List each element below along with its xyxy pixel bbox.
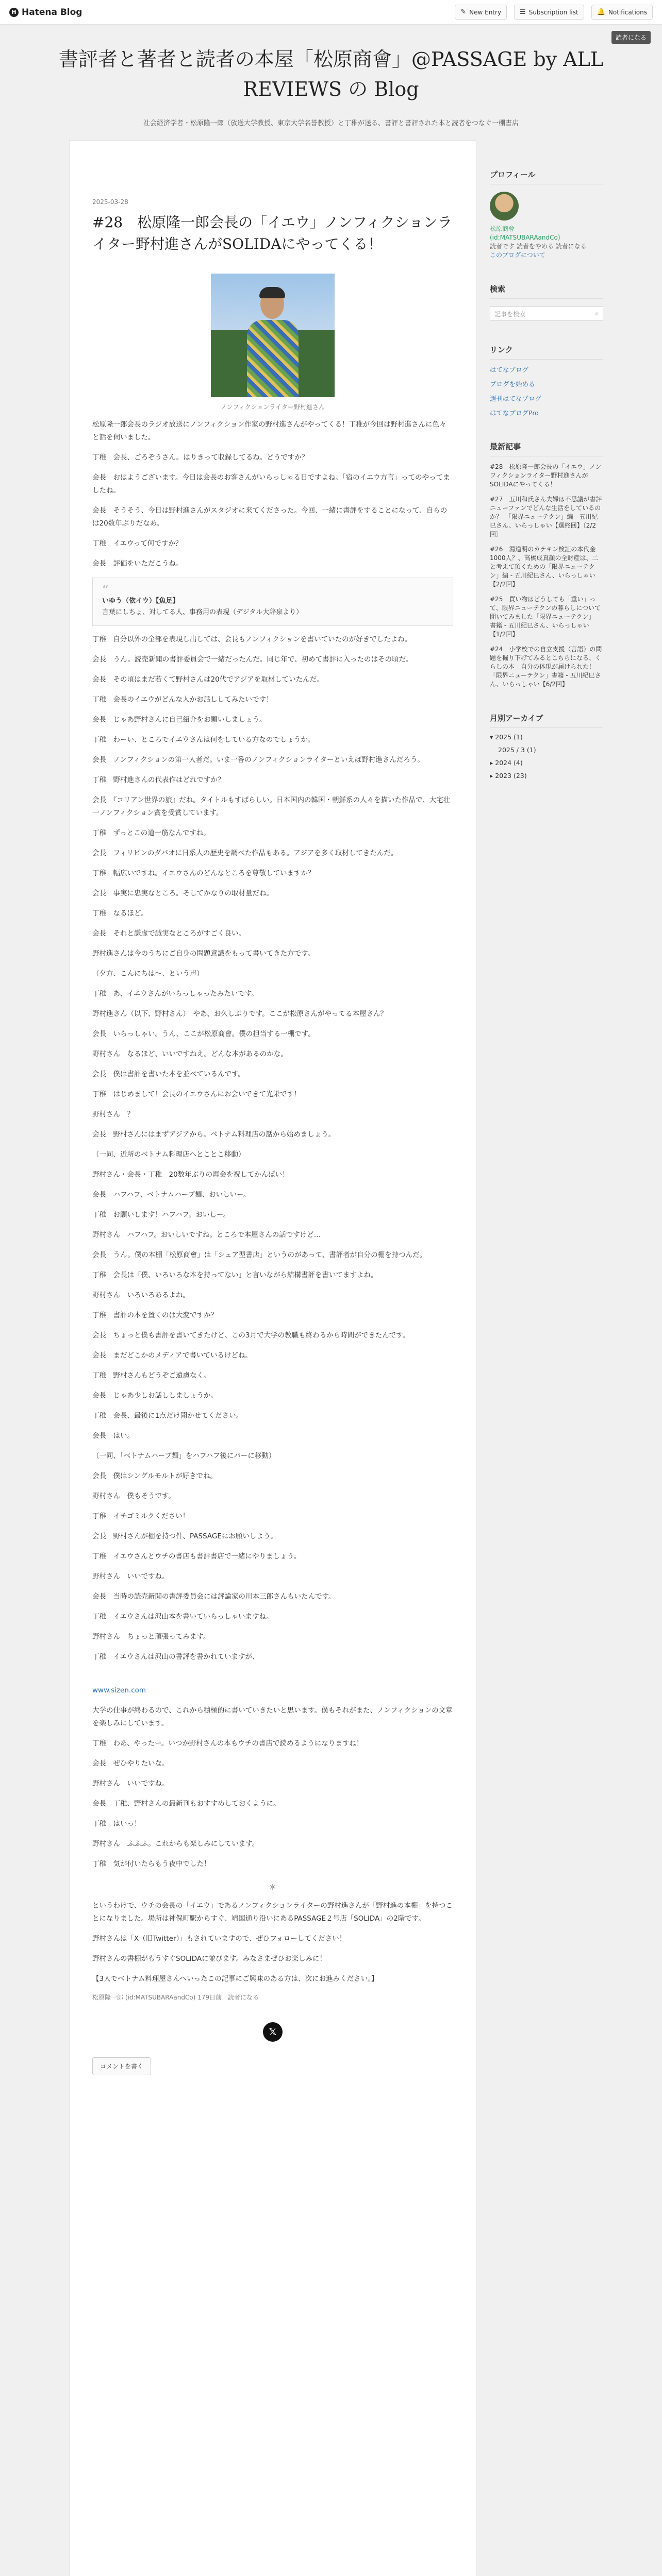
article-paragraph: 会長 丁稚、野村さんの最新刊もおすすめしておくように。 [92,1800,280,1808]
article-paragraph: 野村さん いいですね。 [92,1780,169,1788]
article-body-main [92,633,453,980]
about-link[interactable]: このブログについて [490,251,545,259]
article-date[interactable]: 2025-03-28 [92,198,128,206]
topbar-actions [455,5,653,20]
article-paragraph: （夕方、こんにちは～、という声） [92,970,204,978]
article-paragraph: 会長 ノンフィクションの第一人者だ。いま一番のノンフィクションライターといえば野村進さんだろう。 [92,756,424,764]
article-paragraph: 丁稚 野村進さんの代表作はどれですか？ [92,776,225,784]
links-heading: リンク [490,344,603,360]
blog-description: 社会経済学者・松原隆一郎（放送大学教授、東京大学名誉教授）と丁稚が送る、書評と書評された本と読者をつなぐ一棚書店 [143,120,519,127]
list-icon: ☰ [520,8,526,16]
dialog-paragraph: 会長 ハフハフ、ベトナムハーブ麺、おいしいー。 [92,1191,251,1199]
dialog-paragraph: 会長 はい。 [92,1432,134,1440]
notifications-button[interactable] [591,5,653,20]
article-paragraph: 会長 評価をいただこうね。 [92,560,183,568]
profile-module [490,192,603,260]
notifications-label: Notifications [608,8,647,16]
archive-list [490,733,603,779]
hatena-mark-icon: H [9,8,19,17]
article-paragraph: 会長 事実に忠実なところ。そしてかなりの取材量だね。 [92,889,273,897]
dialog-paragraph: 丁稚 会長、最後に1点だけ聞かせてください。 [92,1412,243,1420]
search-heading: 検索 [490,283,603,299]
search-input[interactable] [490,306,603,320]
archive-item[interactable]: ▸ 2024 (4) [490,759,523,767]
section-separator: ＊ [269,1884,276,1892]
recent-heading: 最新記事 [490,441,603,456]
profile-reader-status[interactable]: 読者です 読者をやめる 読者になる [490,243,587,250]
blog-title[interactable]: 書評者と著者と読者の本屋「松原商會」@PASSAGE by ALL REVIEWS の Blog [58,48,604,100]
article-paragraph: 丁稚 わあ、やったー。いつか野村さんの本もウチの書店で読めるようになりますね！ [92,1739,363,1748]
article-main [69,140,476,2576]
dialog-paragraph: 丁稚 はじめまして！会長のイエウさんにお会いできて光栄です！ [92,1090,301,1098]
archive-heading: 月別アーカイブ [490,713,603,728]
dialog-paragraph: 丁稚 あ、イエウさんがいらっしゃったみたいです。 [92,990,258,998]
article-body-after [92,1900,453,1986]
write-comment-button[interactable]: コメントを書く [92,2057,151,2075]
definition-quote [92,578,453,626]
dialog-paragraph: 会長 当時の読売新聞の書評委員会には評論家の川本三郎さんもいたんです。 [92,1592,336,1601]
dialog-paragraph: 会長 野村さんが棚を持つ件、PASSAGEにお願いしよう。 [92,1532,277,1540]
sidebar-link[interactable]: はてなブログ [490,366,529,374]
dialog-paragraph: 野村さん 僕もそうです。 [92,1492,175,1500]
subscribe-reader-button[interactable]: 読者になる [611,31,651,44]
dialog-paragraph: 丁稚 書評の本を置くのは大変ですか？ [92,1311,218,1319]
article-title[interactable]: #28 松原隆一郎会長の「イエウ」ノンフィクションライター野村進さんがSOLIDAにやってくる！ [92,214,453,252]
article-paragraph: 丁稚 会長、ごろぞうさん。はりきって収録してるね。どうですか？ [92,453,309,462]
dialog-paragraph: 会長 僕はシングルモルトが好きでね。 [92,1472,217,1480]
external-link[interactable]: www.sizen.com [92,1686,146,1694]
article-paragraph: 会長 フィリピンのダバオに日系人の歴史を調べた作品もある。アジアを多く取材してきたんだ。 [92,849,398,857]
dialog-paragraph: 野村さん いろいろあるよね。 [92,1291,190,1299]
hatena-logo[interactable] [9,7,82,18]
dialog-paragraph: 会長 うん。僕の本棚「松原商會」は「シェア型書店」というのがあって、書評者が自分の棚を持つんだ。 [92,1251,427,1259]
recent-article-link[interactable]: #28 松原隆一郎会長の「イエウ」ノンフィクションライター野村進さんがSOLIDAにやってくる！ [490,463,602,488]
article-body-closing [92,1704,453,1871]
archive-item[interactable]: ▸ 2023 (23) [490,772,527,779]
sidebar-link[interactable]: ブログを始める [490,380,535,388]
links-list [490,365,603,417]
share-bar [92,2022,453,2042]
article-paragraph: というわけで、ウチの会長の「イエウ」であるノンフィクションライターの野村進さんが「野村進の本棚」を持つことになりました。場所は神保町駅からすぐ、靖国通り沿いにあるPASSAGE２号店「SOLIDA」の2階です。 [92,1902,453,1923]
search-icon[interactable]: ⌕ [595,310,599,317]
top-bar [0,0,662,25]
profile-heading: プロフィール [490,169,603,184]
sidebar-link[interactable]: はてなブログPro [490,409,539,417]
article-paragraph: 丁稚 幅広いですね。イエウさんのどんなところを尊敬していますか？ [92,869,315,877]
article-body-dialog [92,988,453,1664]
article-paragraph: 野村さん ふふふ。これからも楽しみにしています。 [92,1840,259,1848]
article-paragraph: 会長 じゃあ野村さんに自己紹介をお願いしましょう。 [92,716,267,724]
quote-body: 言葉にしちょ、対してる人、事務用の表現（デジタル大辞泉より） [102,608,303,616]
archive-item[interactable]: 2025 / 3 (1) [498,746,536,754]
article-paragraph: 会長 うん。読売新聞の書評委員会で一緒だったんだ。同じ年で、初めて書評に入ったのはその頃だ。 [92,655,413,664]
dialog-paragraph: 野村さん ？ [92,1110,134,1118]
archive-item[interactable]: ▾ 2025 (1) [490,733,523,741]
recent-article-link[interactable]: #27 五川和氏さん夫婦は不思議が書評ニューファンでどんな生活をしているのか？ 「限界ニューテクン」編 - 五川紀巳さん、いらっしゃい【選終回】〔2/2回〕 [490,496,602,538]
subscription-list-button[interactable] [514,5,584,20]
dialog-paragraph: 会長 ちょっと僕も書評を書いてきたけど、この3月で大学の教職も終わるから時間ができたんです。 [92,1331,410,1340]
dialog-paragraph: 会長 僕は書評を書いた本を並べているんです。 [92,1070,245,1078]
article-paragraph: 野村さんは「X（旧Twitter）」もされていますので、ぜひフォローしてください！ [92,1935,346,1943]
quote-icon: “ [102,583,109,598]
article-paragraph: 丁稚 会長のイエウがどんな人かお話ししてみたいです！ [92,696,273,704]
profile-id[interactable]: (id:MATSUBARAandCo) [490,234,560,241]
dialog-paragraph: 丁稚 お願いします！ハフハフ。おいしー。 [92,1211,230,1219]
profile-name[interactable]: 松原商會 [490,225,515,232]
article-paragraph: 会長 ぜひやりたいな。 [92,1759,169,1768]
photo-caption: ノンフィクションライター野村進さん [221,403,325,411]
dialog-paragraph: 会長 じゃあ少しお話ししましょうか。 [92,1392,218,1400]
dialog-paragraph: 丁稚 会長は「僕、いろいろな本を持ってない」と言いながら結構書評を書いてますよね。 [92,1271,378,1279]
dialog-paragraph: 丁稚 イエウさんは沢山本を書いていらっしゃいますね。 [92,1613,273,1621]
dialog-paragraph: （一同、「ベトナムハーブ麺」をハフハフ後にバーに移動） [92,1452,276,1460]
article-paragraph: 丁稚 気が付いたらもう夜中でした！ [92,1860,211,1868]
sidebar-link[interactable]: 週刊はてなブログ [490,395,542,402]
recent-article-link[interactable]: #25 買い物はどうしても「重い」って、限界ニューテクンの暮らしについて聞いてみました「限界ニューテクン」 書籍 - 五川紀巳さん、いらっしゃい【1/2回】 [490,596,601,638]
recent-list [490,463,603,689]
article-paragraph: 松原隆一郎会長のラジオ放送にノンフィクション作家の野村進さんがやってくる！丁稚が今回は野村進さんに色々と話を伺いました。 [92,420,446,442]
search-placeholder: 記事を検索 [494,311,526,318]
new-entry-button[interactable] [455,5,507,20]
dialog-paragraph: 会長 いらっしゃい。うん、ここが松原商會。僕の担当する一棚です。 [92,1030,315,1038]
article-paragraph: 丁稚 イエウって何ですか？ [92,539,183,548]
article-paragraph: 会長 おはようございます。今日は会長のお客さんがいらっしゃる日ですよね。「宿のイエウ方言」ってのやってましたね。 [92,473,450,495]
article-body-intro [92,418,453,570]
bell-icon: 🔔 [597,8,605,16]
dialog-paragraph: 野村さん なるほど、いいですねえ。どんな本があるのかな。 [92,1050,288,1058]
article-paragraph: 丁稚 ずっとこの道一筋なんですね。 [92,829,210,837]
article-paragraph: 丁稚 はいっ！ [92,1820,141,1828]
article-footer-meta: 松原隆一郎 (id:MATSUBARAandCo) 179日前 読者になる [92,1994,259,2001]
author-photo [211,274,335,397]
subscription-label: Subscription list [528,8,578,16]
dialog-paragraph: 丁稚 野村さんもどうぞご遠慮なく。 [92,1371,211,1380]
article-paragraph: 丁稚 自分以外の全部を表現し出しては、会長もノンフィクションを書いていたのが好きでしたよね。 [92,635,412,643]
sidebar [490,169,603,779]
article-paragraph: 丁稚 わーい、ところでイエウさんは何をしている方なのでしょうか。 [92,736,315,744]
article-paragraph: 会長 『コリアン世界の旅』だね。タイトルもすばらしい。日本国内の韓国・朝鮮系の人々を描いた作品で、大宅壮一ノンフィクション賞を受賞しています。 [92,796,451,817]
article-paragraph: 【3人でベトナム料理屋さんへいったこの記事にご興味のある方は、次にお進みください。】 [92,1975,378,1983]
dialog-paragraph: （一同、近所のベトナム料理店へとことこ移動） [92,1150,245,1159]
dialog-paragraph: 会長 野村さんにはまずアジアから。ベトナム料理店の話から始めましょう。 [92,1130,336,1139]
new-entry-label: New Entry [469,8,502,16]
x-share-icon[interactable]: 𝕏 [263,2022,283,2042]
dialog-paragraph: 丁稚 イチゴミルクください！ [92,1512,190,1520]
dialog-paragraph: 野村さん ちょっと頑張ってみます。 [92,1633,210,1641]
article-paragraph: 丁稚 なるほど。 [92,909,148,918]
recent-article-link[interactable]: #24 小学校での自立支援（言語）の問題を掘り下げてみるとこちらになる、くらしの本 自分の体現が届けられた！「限界ニューテクン」書籍 - 五川紀巳さん、いらっしゃい【6/2回】 [490,646,602,688]
dialog-paragraph: 野村さん いいですね。 [92,1572,169,1581]
recent-article-link[interactable]: #26 湯道明のカテキン検証の本代金1000人？、高橋成真顔の全財産は、二と考えて頂くための「限界ニューテクン」編 - 五川紀巳さん、いらっしゃい【2/2回】 [490,546,599,588]
article-paragraph: 野村さんの書棚がもうすぐSOLIDAに並びます。みなさまぜひお楽しみに！ [92,1955,327,1963]
quote-head: いゆう（依イウ）【魚足】 [102,597,179,605]
dialog-paragraph: 野村さん ハフハフ。おいしいですね。ところで本屋さんの話ですけど… [92,1231,321,1239]
dialog-paragraph: 野村さん・会長・丁稚 20数年ぶりの再会を祝してかんぱい！ [92,1171,289,1179]
dialog-paragraph: 丁稚 イエウさんは沢山の書評を書かれていますが、 [92,1653,259,1661]
dialog-paragraph: 会長 まだどこかのメディアで書いているけどね。 [92,1351,252,1360]
avatar[interactable] [490,192,519,221]
article-paragraph: 会長 その頃はまだ若くて野村さんは20代でアジアを取材していたんだ。 [92,675,324,684]
article-paragraph: 会長 それと謙虚で誠実なところがすごく良い。 [92,929,245,938]
logo-text: Hatena Blog [22,7,82,18]
dialog-paragraph: 丁稚 イエウさんとウチの書店も書評書店で一緒にやりましょう。 [92,1552,301,1561]
dialog-paragraph: 野村進さん（以下、野村さん） やあ、お久しぶりです。ここが松原さんがやってる本屋さん？ [92,1010,388,1018]
blog-header [0,44,662,127]
article-paragraph: 会長 そうそう、今日は野村進さんがスタジオに来てくださった。今回、一緒に書評をすることになって、自らのは20数年ぶりだなあ。 [92,506,448,528]
pencil-icon: ✎ [460,8,467,16]
article-paragraph: 大学の仕事が終わるので、これから積極的に書いていきたいと思います。僕もそれがまた、ノンフィクションの文章を楽しみにしています。 [92,1706,453,1727]
article-paragraph: 野村進さんは今のうちにご自身の問題意識をもって書いてきた方です。 [92,950,315,958]
